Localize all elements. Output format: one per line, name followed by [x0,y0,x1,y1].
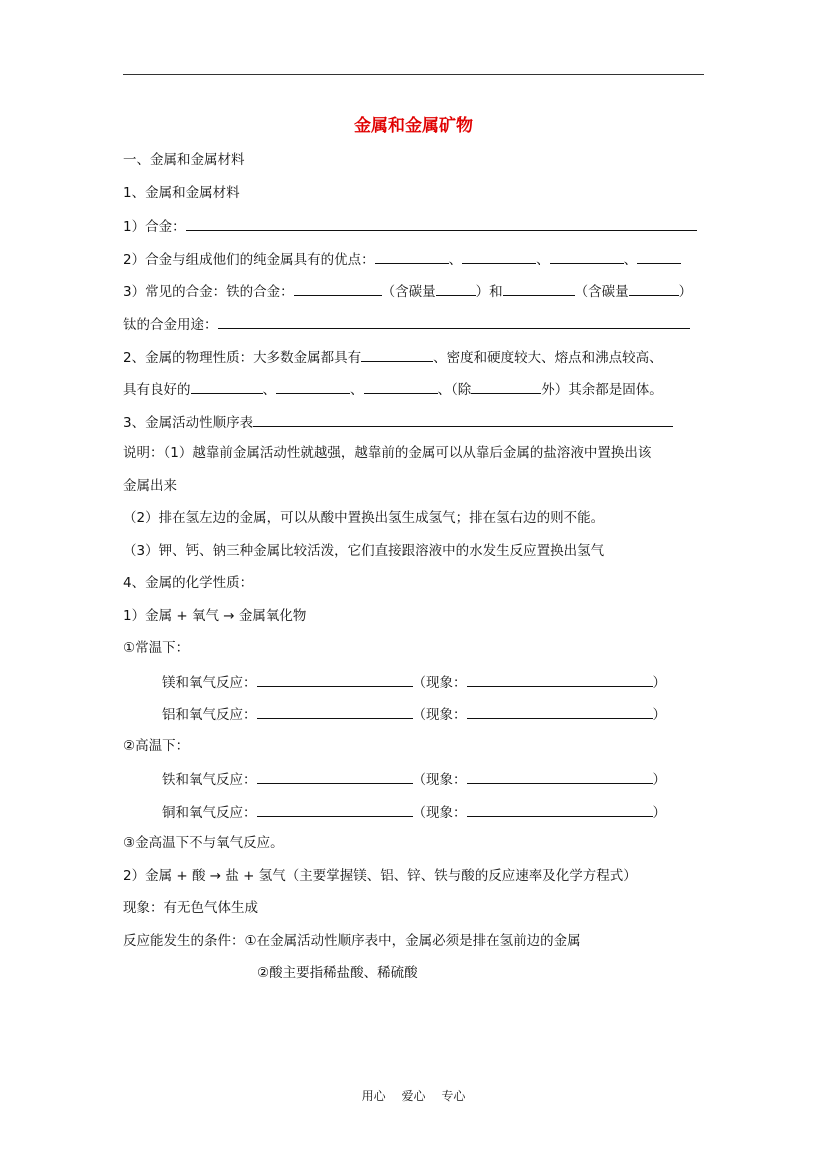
alloy-line [123,215,697,237]
fe-line [162,768,666,790]
advantage-blank-2[interactable] [462,248,536,264]
condition-1: 反应能发生的条件：①在金属活动性顺序表中，金属必须是排在氢前边的金属 [123,933,581,949]
chem-props-heading: 4、金属的化学性质： [123,575,254,591]
phenomenon-label: （现象： [412,805,467,821]
titanium-label: 钛的合金用途： [123,317,218,333]
separator: 、 [536,252,550,268]
paren-close: ） [678,284,693,300]
cu-blank[interactable] [257,801,413,817]
mg-blank[interactable] [257,671,413,687]
paren-close: ） [652,772,666,788]
reaction-1: 1）金属 + 氧气 → 金属氧化物 [123,608,307,624]
physical-props-line-2 [123,378,663,400]
carbon-blank-2[interactable] [629,280,679,296]
phenomenon-label: （现象： [412,707,467,723]
except-text: 、（除 [437,382,472,398]
luster-blank[interactable] [361,346,433,362]
page-title: 金属和金属矿物 [354,116,473,136]
activity-series-line [123,411,673,433]
phenomenon-label: （现象： [412,675,467,691]
physical-props-text-2: 、密度和硬度较大、熔点和沸点较高、 [433,350,663,366]
footer-item: 专心 [441,1089,466,1103]
fe-blank[interactable] [257,768,413,784]
subsection-heading: 1、金属和金属材料 [123,185,240,201]
advantages-label: 2）合金与组成他们的纯金属具有的优点： [123,252,375,268]
advantage-blank-3[interactable] [550,248,624,264]
alloy-blank[interactable] [186,215,697,231]
activity-series-blank[interactable] [253,411,673,427]
iron-alloy-blank-1[interactable] [294,280,382,296]
carbon-label: （含碳量 [381,284,436,300]
note-1: 说明：（1）越靠前金属活动性就越强，越靠前的金属可以从靠后金属的盐溶液中置换出该 [123,445,652,461]
separator: 、 [448,252,463,268]
condition-2: ②酸主要指稀盐酸、稀硫酸 [257,965,418,981]
fe-label: 铁和氧气反应： [162,772,257,788]
titanium-line [123,313,690,335]
mg-line [162,671,666,693]
property-blank-1[interactable] [191,378,263,394]
note-1-cont: 金属出来 [123,478,177,494]
footer-item: 爱心 [401,1089,426,1103]
common-alloys-label: 3）常见的合金：铁的合金： [123,284,294,300]
mg-phenomenon-blank[interactable] [467,671,653,687]
paren-close: ） [652,675,666,691]
al-line [162,703,666,725]
exception-metal-blank[interactable] [471,378,541,394]
footer-item: 用心 [361,1089,386,1103]
normal-temp-label: ①常温下： [123,640,190,656]
iron-alloy-blank-2[interactable] [503,280,575,296]
separator: 、 [262,382,276,398]
paren-close: ） [652,805,666,821]
physical-props-text: 2、金属的物理性质：大多数金属都具有 [123,350,362,366]
physical-props-line-1 [123,346,663,368]
activity-series-label: 3、金属活动性顺序表 [123,415,254,431]
phenomenon-2: 现象：有无色气体生成 [123,900,258,916]
fe-phenomenon-blank[interactable] [467,768,653,784]
advantage-blank-4[interactable] [637,248,681,264]
advantages-line [123,248,681,270]
physical-props-text-3: 具有良好的 [123,382,191,398]
separator: 、 [350,382,364,398]
reaction-2: 2）金属 + 酸 → 盐 + 氢气（主要掌握镁、铝、锌、铁与酸的反应速率及化学方程式） [123,868,637,884]
note-3: （3）钾、钙、钠三种金属比较活泼，它们直接跟溶液中的水发生反应置换出氢气 [123,543,605,559]
al-label: 铝和氧气反应： [162,707,257,723]
advantage-blank-1[interactable] [375,248,449,264]
paren-close: ） [652,707,666,723]
property-blank-2[interactable] [276,378,350,394]
phenomenon-label: （现象： [412,772,467,788]
section-heading: 一、金属和金属材料 [123,152,245,168]
property-blank-3[interactable] [364,378,438,394]
cu-phenomenon-blank[interactable] [467,801,653,817]
separator: 、 [623,252,638,268]
mg-label: 镁和氧气反应： [162,675,257,691]
al-blank[interactable] [257,703,413,719]
physical-props-end: 外）其余都是固体。 [541,382,663,398]
page-footer [0,1087,827,1104]
carbon-blank-1[interactable] [436,280,476,296]
high-temp-label: ②高温下： [123,738,190,754]
and-text: 和 [489,284,503,300]
alloy-label: 1）合金： [123,219,186,235]
al-phenomenon-blank[interactable] [467,703,653,719]
gold-note: ③金高温下不与氧气反应。 [123,835,284,851]
common-alloys-line [123,280,692,302]
note-2: （2）排在氢左边的金属，可以从酸中置换出氢生成氢气；排在氢右边的则不能。 [123,510,605,526]
cu-line [162,801,666,823]
carbon-label: （含碳量 [574,284,629,300]
cu-label: 铜和氧气反应： [162,805,257,821]
titanium-blank[interactable] [218,313,690,329]
header-rule [123,74,704,75]
paren-close: ） [475,284,490,300]
